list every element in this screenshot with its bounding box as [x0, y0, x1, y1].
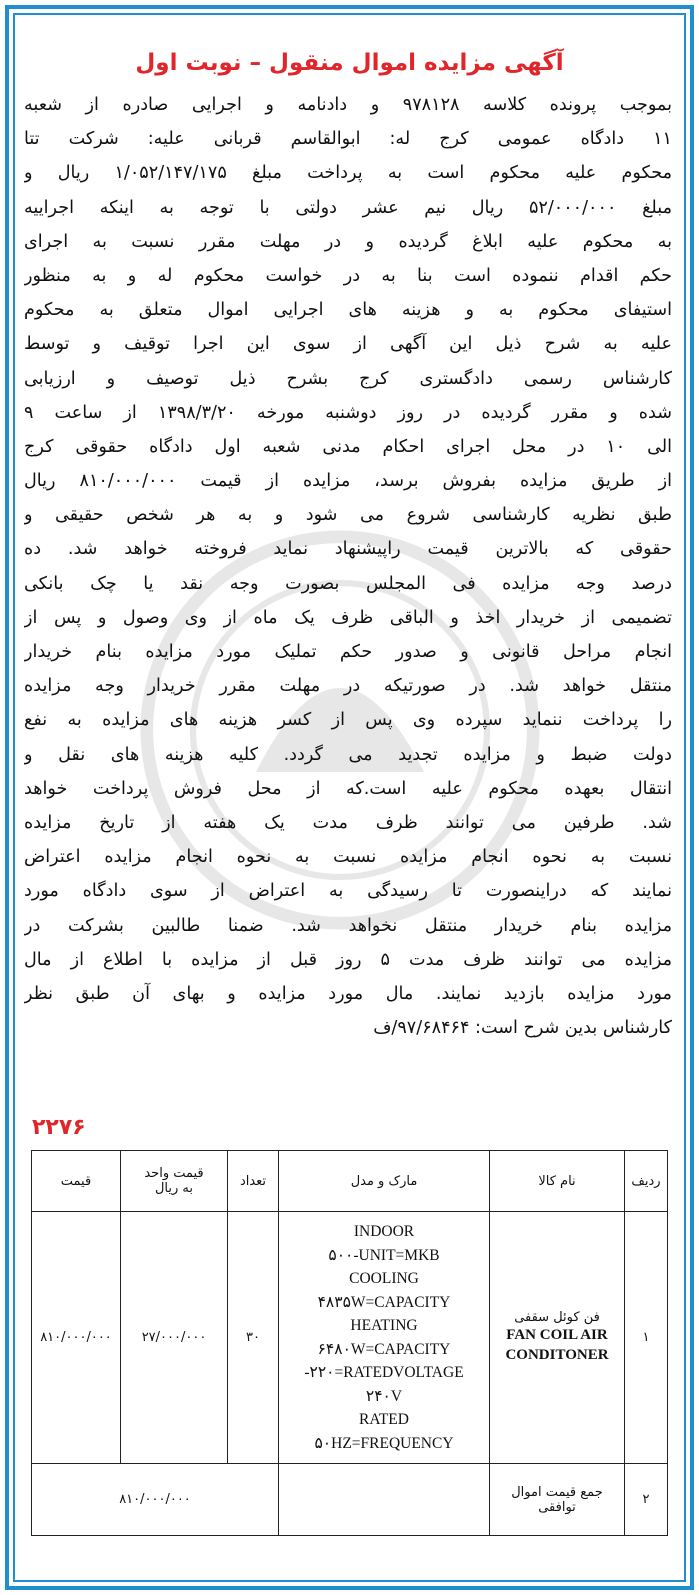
notice-line: مورد مزایده بازدید نمایند. مال مورد مزایده و بهای آن طبق نظر — [24, 983, 672, 1004]
item-name-fa: فن کوئل سقفی — [514, 1310, 600, 1325]
notice-title: آگهی مزایده اموال منقول – نوبت اول — [135, 50, 564, 76]
cell-quantity: ۳۰ — [228, 1212, 279, 1464]
notice-line: ۱۱ دادگاه عمومی کرج له: ابوالقاسم قربانی علیه: شرکت تتا — [24, 129, 672, 150]
item-name-en-2: CONDITONER — [505, 1347, 609, 1363]
notice-line: الی ۱۰ در محل اجرای احکام مدنی شعبه اول دادگاه حقوقی کرج — [24, 436, 672, 457]
cell-total-label — [490, 1464, 625, 1536]
notice-line: حکم اقدام ننموده است بنا به در خواست محکوم له و به منظور — [24, 265, 672, 286]
notice-line: از طریق مزایده بفروش برسد، مزایده از قیمت ۸۱۰/۰۰۰/۰۰۰ ریال — [24, 471, 672, 492]
spec-line: -۲۲۰=RATEDVOLTAGE — [304, 1364, 464, 1381]
notice-body — [24, 88, 672, 1045]
cell-item-name — [490, 1212, 625, 1464]
notice-line: منتقل خواهد شد. در صورتیکه در مهلت مقرر خریدار وجه مزایده — [24, 676, 672, 697]
items-table — [31, 1150, 668, 1536]
table-row-total — [32, 1464, 668, 1536]
header-quantity: تعداد — [228, 1151, 279, 1212]
notice-line: طبق نظریه کارشناسی شروع می شود و به هر شخص حقیقی و — [24, 505, 672, 526]
header-unit-price — [121, 1151, 228, 1212]
notice-line: مبلغ ۵۲/۰۰۰/۰۰۰ ریال نیم عشر دولتی با توجه به اینکه اجراییه — [24, 197, 672, 218]
notice-line: انتقال بعهده محکوم علیه است.که از محل فروش پرداخت خواهد — [24, 778, 672, 799]
cell-row-number: ۱ — [625, 1212, 668, 1464]
cell-row-number: ۲ — [625, 1464, 668, 1536]
item-name-en-1: FAN COIL AIR — [506, 1327, 608, 1343]
notice-line: علیه به شرح ذیل این آگهی از سوی این اجرا توقیف و توسط — [24, 334, 672, 355]
notice-line: را پرداخت ننماید سپرده وی پس از کسر هزینه های مزایده به نفع — [24, 710, 672, 731]
notice-line: شده و مقرر گردیده در روز دوشنبه مورخه ۱۳۹۸/۳/۲۰ از ساعت ۹ — [24, 402, 672, 423]
cell-total-value: ۸۱۰/۰۰۰/۰۰۰ — [32, 1464, 279, 1536]
notice-line: استیفای محکوم به و هزینه های اجرایی اموال متعلق به محکوم — [24, 300, 672, 321]
header-price: قیمت — [32, 1151, 121, 1212]
cell-unit-price: ۲۷/۰۰۰/۰۰۰ — [121, 1212, 228, 1464]
header-unit-price-line1: قیمت واحد — [144, 1166, 204, 1181]
total-label-line2: توافقی — [538, 1499, 576, 1515]
notice-line: دولت ضبط و مزایده تجدید می گردد. کلیه هزینه های نقل و — [24, 744, 672, 765]
notice-line: تضمیمی از خریدار اخذ و الباقی ظرف یک ماه از وی وصول و پس از — [24, 607, 672, 628]
notice-line: نمایند که دراینصورت تا رسیدگی به اعتراض از سوی دادگاه مورد — [24, 881, 672, 902]
header-brand-model: مارک و مدل — [279, 1151, 490, 1212]
table-row — [32, 1212, 668, 1464]
notice-line: شد. طرفین می توانند ظرف مدت یک هفته از تاریخ مزایده — [24, 812, 672, 833]
cell-empty — [279, 1464, 490, 1536]
spec-line: INDOOR — [353, 1223, 415, 1240]
notice-line: مزایده بنام خریدار منتقل نخواهد شد. ضمنا طالبین بشرکت در — [24, 915, 672, 936]
notice-line: محکوم علیه محکوم است به پرداخت مبلغ ۱/۰۵۲/۱۴۷/۱۷۵ ریال و — [24, 163, 672, 184]
spec-line: ۵۰HZ=FREQUENCY — [314, 1434, 454, 1452]
notice-line: به محکوم علیه ابلاغ گردیده و در مهلت مقرر نسبت به اجرای — [24, 231, 672, 252]
cell-brand-model — [279, 1212, 490, 1464]
spec-line: ۲۴۰V — [365, 1387, 403, 1405]
spec-line: ۴۸۳۵W=CAPACITY — [317, 1293, 451, 1311]
header-unit-price-line2: به ریال — [154, 1181, 194, 1196]
spec-line: HEATING — [350, 1317, 418, 1334]
header-item-name: نام کالا — [490, 1151, 625, 1212]
total-label-line1: جمع قیمت اموال — [511, 1484, 603, 1500]
spec-line: COOLING — [349, 1270, 419, 1287]
header-row-number: ردیف — [625, 1151, 668, 1212]
notice-line: کارشناس رسمی دادگستری کرج بشرح ذیل توصیف و ارزیابی — [24, 368, 672, 389]
table-header-row — [32, 1151, 668, 1212]
spec-line: ۶۴۸۰W=CAPACITY — [317, 1340, 451, 1358]
spec-line: RATED — [359, 1411, 409, 1428]
cell-price: ۸۱۰/۰۰۰/۰۰۰ — [32, 1212, 121, 1464]
notice-line: حقوقی که بالاترین قیمت راپیشنهاد نماید فروخته خواهد شد. ده — [24, 539, 672, 560]
ref-code: ۲۲۷۶ — [32, 1115, 86, 1140]
spec-line: ۵۰۰-UNIT=MKB — [328, 1246, 440, 1264]
notice-line: بموجب پرونده کلاسه ۹۷۸۱۲۸ و دادنامه و اجرایی صادره از شعبه — [24, 95, 672, 115]
notice-line-last: کارشناس بدین شرح است: ۹۷/۶۸۴۶۴/ف — [373, 1018, 672, 1039]
notice-line: انجام مراحل قانونی و صدور حکم تملیک مورد مزایده بنام خریدار — [24, 642, 672, 662]
notice-line: مزایده می توانند ظرف مدت ۵ روز قبل از مزایده با اطلاع از مال — [24, 949, 672, 970]
notice-line: نسبت به نحوه انجام مزایده نسبت به نحوه انجام مزایده اعتراض — [24, 847, 672, 868]
notice-line: درصد وجه مزایده فی المجلس بصورت وجه نقد یا چک بانکی — [24, 573, 672, 594]
